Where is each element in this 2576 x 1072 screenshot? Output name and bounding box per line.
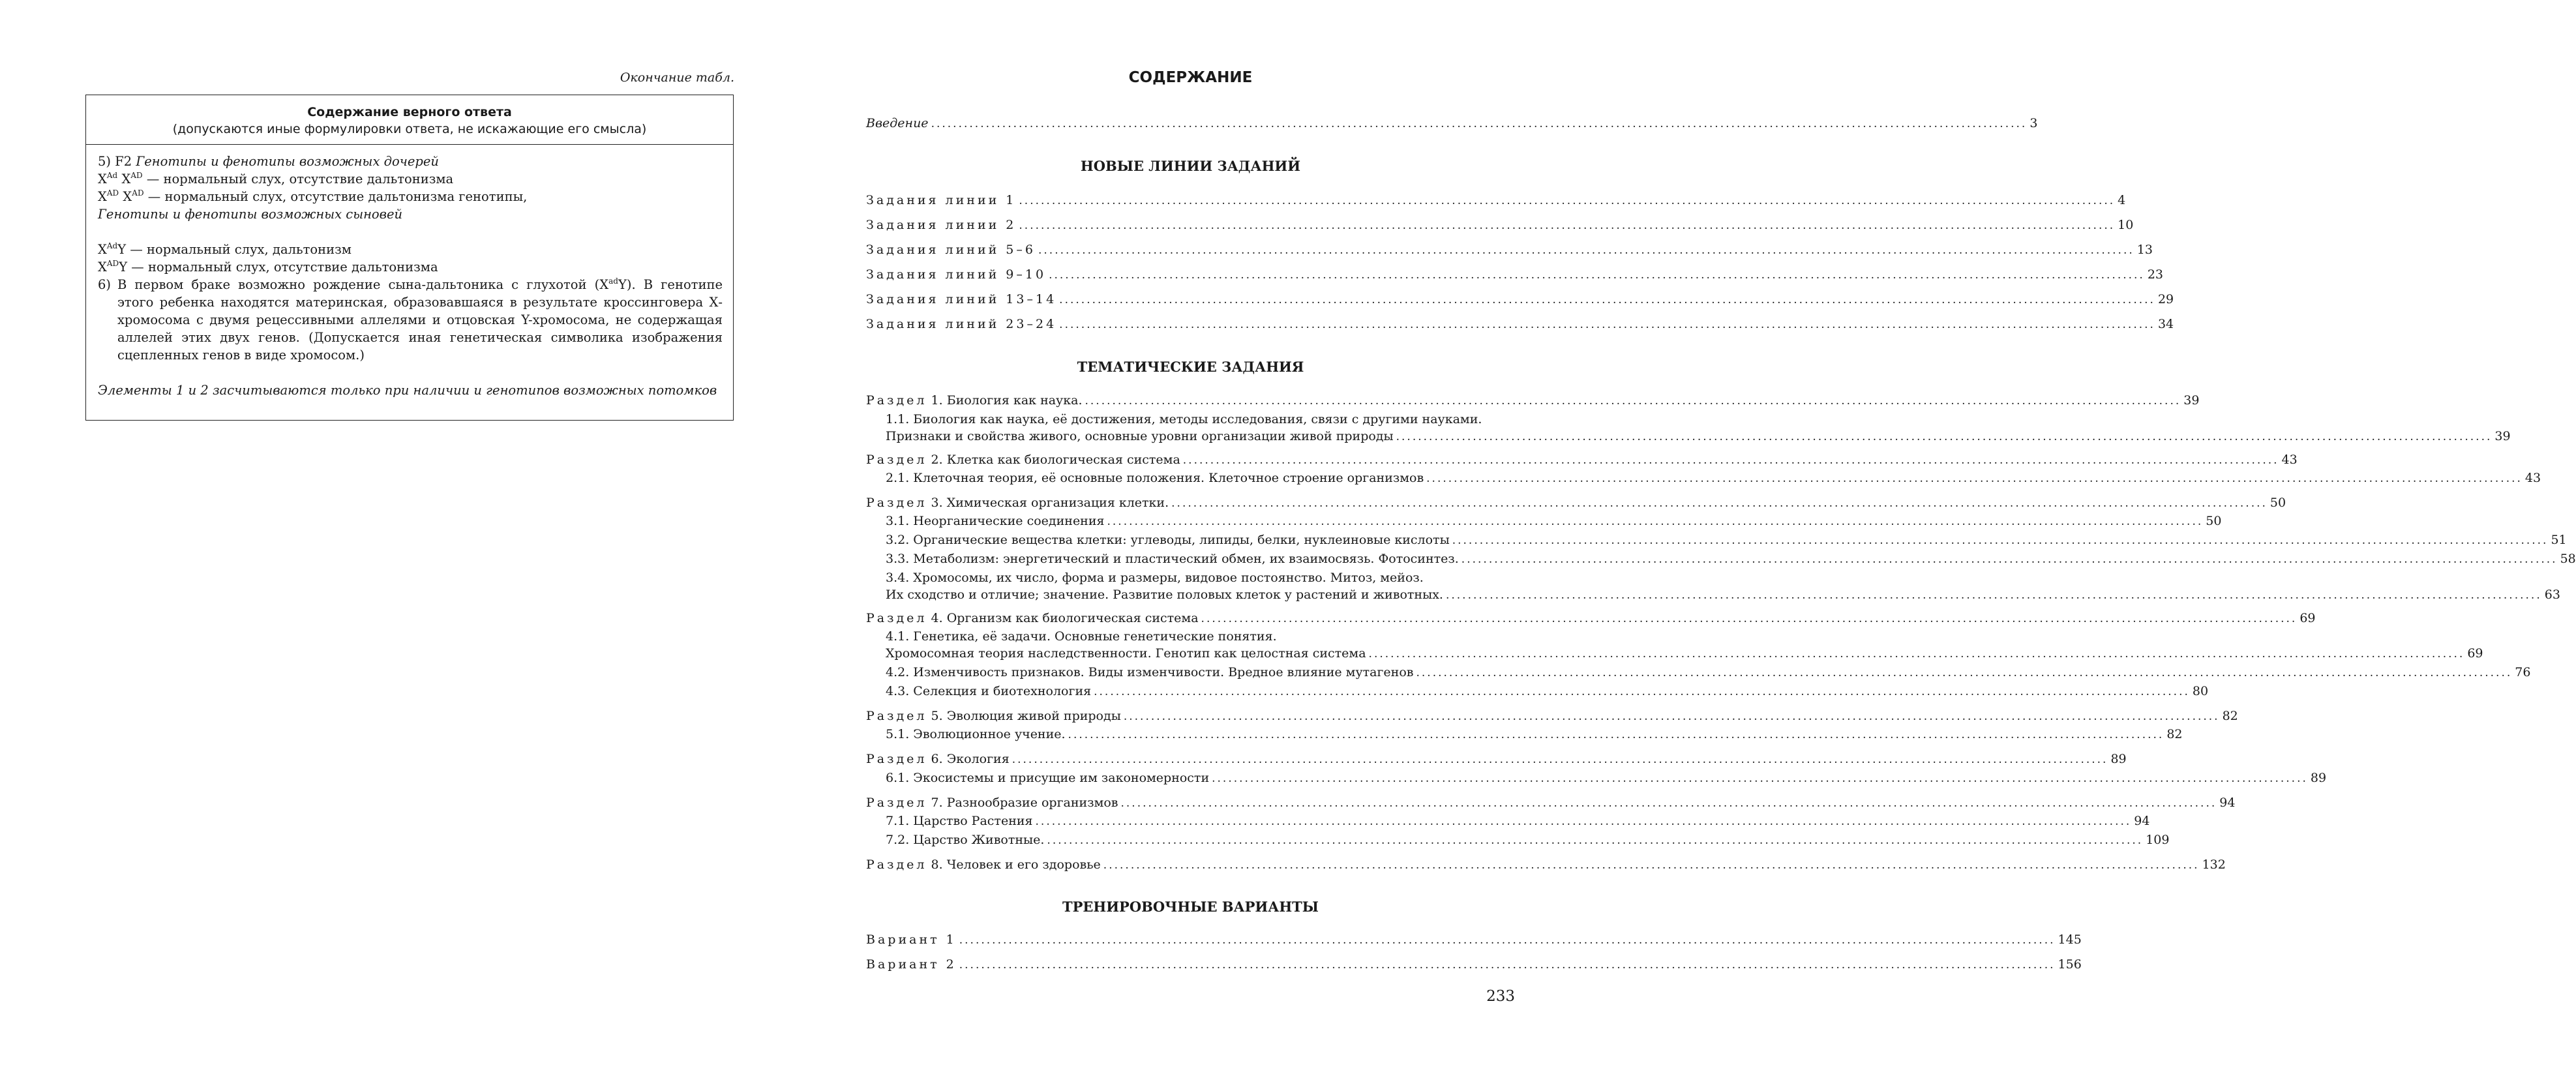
toc-entry-variant-2[interactable]: [866, 956, 2082, 974]
item-6-text-b: Y). В генотипе этого ребенка находятся материнская, образовавшаяся в результате кроссинговера Х-хромосома с двумя рецессивными аллелями и отцовская Y-хромосома, не содержащая аллелей этих двух генов. (Допускается иная генетическая символика изображения сцепленных генов в виде хромосом.): [117, 277, 723, 363]
genotype-x: X: [121, 171, 131, 186]
toc-entry-4-1-line1: 4.1. Генетика, её задачи. Основные генетические понятия.: [886, 629, 1277, 644]
toc-entry-razdel-2[interactable]: [866, 451, 2298, 469]
answer-item-6: [98, 276, 723, 364]
toc-page: 69: [2299, 611, 2316, 625]
genotype-x: X: [98, 171, 107, 186]
toc-entry-3-4[interactable]: [886, 586, 2560, 604]
toc-label: Введение: [866, 116, 929, 130]
toc-label: Вариант 1: [866, 932, 957, 947]
toc-label: Химическая организация клетки.: [946, 496, 1169, 510]
leader-dots: ........................................................................................................................................................................................................: [1047, 834, 2144, 847]
toc-label: Биология как наука.: [946, 393, 1083, 408]
toc-page: 156: [2058, 957, 2082, 972]
toc-page: 50: [2269, 496, 2286, 510]
toc-entry-lines-5-6[interactable]: [866, 241, 2153, 259]
leader-dots: ........................................................................................................................................................................................................: [1038, 244, 2134, 257]
genotype-x: X: [123, 189, 132, 204]
leader-dots: ........................................................................................................................................................................................................: [1182, 454, 2279, 467]
toc-page: 43: [2524, 471, 2541, 485]
scoring-note: Элементы 1 и 2 засчитываются только при наличии и генотипов возможных потомков: [98, 383, 717, 398]
razdel-number: 4.: [931, 611, 943, 625]
genotype-x: X: [98, 260, 107, 275]
toc-entry-razdel-6[interactable]: [866, 751, 2127, 768]
toc-entry-razdel-7[interactable]: [866, 794, 2236, 812]
answer-body: [86, 145, 733, 399]
razdel-number: 1.: [931, 393, 943, 408]
razdel-word: Раздел: [866, 752, 927, 766]
toc-entry-4-1[interactable]: [886, 645, 2483, 663]
spacer: [98, 223, 723, 241]
razdel-word: Раздел: [866, 453, 927, 467]
toc-entry-6-1[interactable]: [886, 769, 2327, 787]
toc-page: 76: [2515, 665, 2531, 679]
toc-entry-line-2[interactable]: [866, 216, 2134, 234]
toc-page: 94: [2134, 814, 2150, 828]
toc-label: Хромосомная теория наследственности. Генотип как целостная система: [886, 646, 1366, 661]
toc-entry-3-3[interactable]: [886, 550, 2576, 568]
toc-entry-lines-9-10[interactable]: [866, 266, 2164, 284]
allele-sup: AD: [106, 188, 119, 198]
item-5-number: 5) F2: [98, 154, 132, 169]
toc-label: Эволюция живой природы: [946, 709, 1121, 723]
toc-label: 4.2. Изменчивость признаков. Виды изменчивости. Вредное влияние мутагенов: [886, 665, 1414, 679]
razdel-word: Раздел: [866, 611, 927, 625]
toc-label: 3.2. Органические вещества клетки: углеводы, липиды, белки, нуклеиновые кислоты: [886, 533, 1450, 547]
allele-sup: Ad: [106, 241, 118, 250]
toc-page: 29: [2157, 292, 2174, 306]
genotype-x: X: [98, 189, 107, 204]
toc-entry-2-1[interactable]: [886, 469, 2541, 487]
allele-sup: AD: [130, 171, 143, 180]
toc-label: 4.3. Селекция и биотехнология: [886, 684, 1092, 698]
toc-entry-razdel-1[interactable]: [866, 392, 2200, 409]
toc-label: Задания линий 23–24: [866, 317, 1057, 331]
item-6-text-a: В первом браке возможно рождение сына-дальтоника с глухотой (X: [117, 277, 609, 292]
toc-label: Клетка как биологическая система: [946, 453, 1180, 467]
leader-dots: ........................................................................................................................................................................................................: [1201, 612, 2298, 625]
toc-page: 39: [2183, 393, 2200, 408]
razdel-number: 3.: [931, 496, 943, 510]
razdel-word: Раздел: [866, 857, 927, 872]
item-6-number: 6): [98, 277, 112, 292]
razdel-number: 8.: [931, 857, 943, 872]
toc-label: Вариант 2: [866, 957, 957, 972]
toc-entry-4-2[interactable]: [886, 664, 2531, 681]
toc-entry-5-1[interactable]: [886, 726, 2183, 743]
toc-entry-razdel-3[interactable]: [866, 494, 2286, 512]
phenotype-text: — нормальный слух, отсутствие дальтонизма: [131, 260, 438, 275]
leader-dots: ........................................................................................................................................................................................................: [1120, 797, 2217, 810]
toc-entry-1-1[interactable]: [886, 428, 2511, 445]
daughter-genotype-1: [98, 170, 723, 188]
item-5-heading: Генотипы и фенотипы возможных дочерей: [136, 154, 439, 169]
toc-page: 109: [2146, 833, 2170, 847]
page-number: 233: [1486, 988, 1515, 1005]
toc-page: 80: [2192, 684, 2209, 698]
table-caption: Окончание табл.: [620, 70, 734, 85]
toc-entry-variant-1[interactable]: [866, 931, 2082, 949]
leader-dots: ........................................................................................................................................................................................................: [1416, 666, 2513, 679]
section-title-thematic: ТЕМАТИЧЕСКИЕ ЗАДАНИЯ: [1077, 359, 1304, 375]
leader-dots: ........................................................................................................................................................................................................: [959, 959, 2056, 972]
toc-label: Задания линий 5–6: [866, 243, 1036, 257]
son-genotype-1: [98, 241, 723, 258]
leader-dots: ........................................................................................................................................................................................................: [1426, 472, 2523, 485]
toc-page: 132: [2202, 857, 2226, 872]
toc-label: Разнообразие организмов: [946, 796, 1118, 810]
toc-page: 50: [2206, 514, 2222, 528]
toc-label: Задания линий 9–10: [866, 267, 1047, 282]
toc-page: 34: [2157, 317, 2174, 331]
toc-page: 39: [2494, 429, 2511, 443]
allele-sup: AD: [132, 188, 144, 198]
table-header-title: Содержание верного ответа: [307, 105, 512, 119]
toc-entry-1-1-line1: 1.1. Биология как наука, её достижения, методы исследования, связи с другими науками.: [886, 412, 1482, 426]
toc-page: 82: [2166, 727, 2183, 741]
toc-entry-lines-13-14[interactable]: [866, 291, 2174, 308]
allele-sup: Ad: [106, 171, 118, 180]
leader-dots: ........................................................................................................................................................................................................: [1396, 430, 2493, 443]
toc-label: Экология: [946, 752, 1010, 766]
leader-dots: ........................................................................................................................................................................................................: [1011, 753, 2108, 766]
phenotype-text: — нормальный слух, дальтонизм: [130, 242, 352, 257]
toc-page: 3: [2029, 116, 2038, 130]
razdel-word: Раздел: [866, 796, 927, 810]
toc-page: 51: [2551, 533, 2567, 547]
leader-dots: ........................................................................................................................................................................................................: [1103, 859, 2200, 872]
leader-dots: ........................................................................................................................................................................................................: [1445, 589, 2542, 602]
razdel-number: 2.: [931, 453, 943, 467]
toc-entry-4-3[interactable]: [886, 683, 2209, 700]
leader-dots: ........................................................................................................................................................................................................: [1107, 515, 2204, 528]
leader-dots: ........................................................................................................................................................................................................: [1171, 497, 2268, 510]
razdel-word: Раздел: [866, 709, 927, 723]
toc-label: 2.1. Клеточная теория, её основные положения. Клеточное строение организмов: [886, 471, 1424, 485]
section-title-training: ТРЕНИРОВОЧНЫЕ ВАРИАНТЫ: [1062, 899, 1319, 915]
answer-table: [85, 95, 734, 421]
toc-page: 43: [2281, 453, 2298, 467]
genotype-y: Y: [119, 260, 128, 275]
leader-dots: ........................................................................................................................................................................................................: [1059, 293, 2155, 306]
toc-title: СОДЕРЖАНИЕ: [1128, 69, 1253, 86]
razdel-number: 6.: [931, 752, 943, 766]
leader-dots: ........................................................................................................................................................................................................: [1068, 728, 2164, 741]
razdel-word: Раздел: [866, 496, 927, 510]
toc-page: 89: [2110, 752, 2127, 766]
toc-label: 7.1. Царство Растения: [886, 814, 1033, 828]
toc-page: 13: [2136, 243, 2153, 257]
toc-page: 23: [2147, 267, 2164, 282]
phenotype-text: — нормальный слух, отсутствие дальтонизма генотипы,: [147, 189, 528, 204]
leader-dots: ........................................................................................................................................................................................................: [1123, 710, 2220, 723]
toc-label: Задания линии 2: [866, 218, 1017, 232]
toc-entry-3-2[interactable]: [886, 531, 2567, 549]
toc-entry-razdel-5[interactable]: [866, 707, 2238, 725]
genotype-y: Y: [117, 242, 127, 257]
leader-dots: ........................................................................................................................................................................................................: [1049, 269, 2145, 282]
toc-label: 3.3. Метаболизм: энергетический и пластический обмен, их взаимосвязь. Фотосинтез.: [886, 552, 1459, 566]
daughter-genotype-2: [98, 188, 723, 205]
leader-dots: ........................................................................................................................................................................................................: [1059, 318, 2155, 331]
leader-dots: ........................................................................................................................................................................................................: [1019, 194, 2116, 207]
toc-label: 3.1. Неорганические соединения: [886, 514, 1105, 528]
toc-entry-razdel-4[interactable]: [866, 610, 2316, 627]
toc-page: 89: [2310, 771, 2327, 785]
razdel-word: Раздел: [866, 393, 927, 408]
section-title-new-lines: НОВЫЕ ЛИНИИ ЗАДАНИЙ: [1080, 158, 1301, 174]
razdel-number: 5.: [931, 709, 943, 723]
toc-label: Признаки и свойства живого, основные уровни организации живой природы: [886, 429, 1394, 443]
phenotype-text: — нормальный слух, отсутствие дальтонизма: [146, 171, 454, 186]
toc-entry-razdel-8[interactable]: [866, 856, 2226, 874]
toc-page: 69: [2467, 646, 2483, 661]
table-header-subtitle: (допускаются иные формулировки ответа, не искажающие его смысла): [172, 122, 647, 136]
toc-label: 6.1. Экосистемы и присущие им закономерности: [886, 771, 1210, 785]
toc-label: Организм как биологическая система: [946, 611, 1199, 625]
toc-entry-line-1[interactable]: [866, 192, 2126, 209]
leader-dots: ........................................................................................................................................................................................................: [1461, 553, 2558, 566]
sons-heading: Генотипы и фенотипы возможных сыновей: [98, 207, 403, 222]
toc-label: Человек и его здоровье: [946, 857, 1101, 872]
toc-page: 58: [2560, 552, 2576, 566]
razdel-number: 7.: [931, 796, 943, 810]
toc-page: 94: [2219, 796, 2236, 810]
table-header: [86, 95, 733, 145]
toc-label: Задания линий 13–14: [866, 292, 1057, 306]
toc-entry-lines-23-24[interactable]: [866, 316, 2174, 333]
toc-entry-7-2[interactable]: [886, 831, 2170, 849]
toc-page: 82: [2222, 709, 2238, 723]
allele-sup: AD: [106, 259, 119, 268]
toc-label: 5.1. Эволюционное учение.: [886, 727, 1066, 741]
leader-dots: ........................................................................................................................................................................................................: [1212, 772, 2308, 785]
leader-dots: ........................................................................................................................................................................................................: [1035, 815, 2132, 828]
answer-item-5-heading: [98, 153, 723, 170]
leader-dots: ........................................................................................................................................................................................................: [1019, 219, 2116, 232]
toc-label: 7.2. Царство Животные.: [886, 833, 1045, 847]
leader-dots: ........................................................................................................................................................................................................: [1094, 685, 2190, 698]
toc-entry-3-1[interactable]: [886, 513, 2222, 530]
allele-sup: ad: [608, 276, 618, 286]
leader-dots: ........................................................................................................................................................................................................: [1368, 648, 2465, 661]
toc-page: 4: [2118, 193, 2126, 207]
leader-dots: ........................................................................................................................................................................................................: [959, 934, 2056, 947]
toc-page: 10: [2118, 218, 2134, 232]
toc-page: 63: [2544, 588, 2560, 602]
toc-label: Задания линии 1: [866, 193, 1017, 207]
genotype-x: X: [98, 242, 107, 257]
leader-dots: ........................................................................................................................................................................................................: [931, 117, 2028, 130]
son-genotype-2: [98, 258, 723, 276]
toc-page: 145: [2058, 932, 2082, 947]
leader-dots: ........................................................................................................................................................................................................: [1085, 395, 2181, 408]
toc-entry-3-4-line1: 3.4. Хромосомы, их число, форма и размеры, видовое постоянство. Митоз, мейоз.: [886, 571, 1424, 585]
item-6-text: [117, 276, 723, 364]
toc-entry-intro[interactable]: [866, 115, 2038, 132]
leader-dots: ........................................................................................................................................................................................................: [1452, 534, 2549, 547]
toc-entry-7-1[interactable]: [886, 812, 2150, 830]
toc-label: Их сходство и отличие; значение. Развитие половых клеток у растений и животных.: [886, 588, 1443, 602]
